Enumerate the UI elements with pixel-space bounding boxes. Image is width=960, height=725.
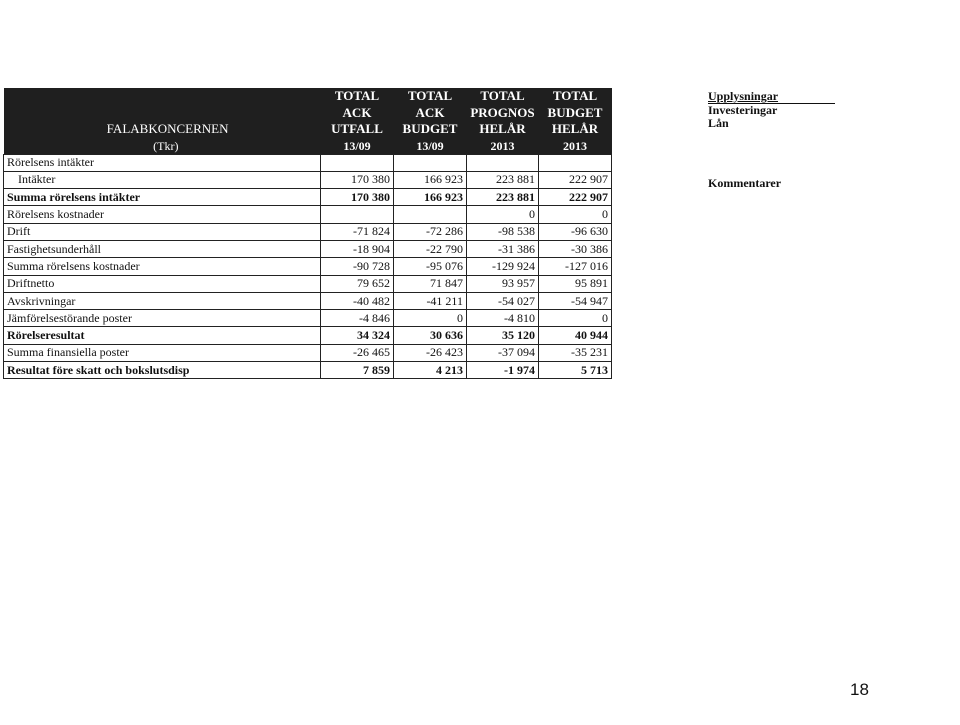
row-label: Drift (4, 223, 321, 240)
cell: 40 944 (539, 327, 612, 344)
table-row (4, 240, 612, 257)
cell: -129 924 (467, 258, 539, 275)
cell: -18 904 (321, 240, 394, 257)
row-label: Rörelsens intäkter (4, 154, 321, 171)
row-label: Rörelseresultat (4, 327, 321, 344)
cell: -41 211 (394, 292, 467, 309)
unit-label: (Tkr) (153, 138, 179, 153)
comments-heading: Kommentarer (708, 176, 782, 190)
col2-line2: ACK (415, 104, 445, 120)
col4-line3: HELÅR (551, 121, 599, 137)
cell: -30 386 (539, 240, 612, 257)
side-notes (708, 89, 835, 190)
cell: 0 (539, 310, 612, 327)
row-label: Intäkter (4, 171, 321, 188)
col1-line2: ACK (342, 104, 372, 120)
cell (394, 154, 467, 171)
cell: -54 027 (467, 292, 539, 309)
cell: 4 213 (394, 362, 467, 379)
cell: -4 810 (467, 310, 539, 327)
cell: 30 636 (394, 327, 467, 344)
cell: -96 630 (539, 223, 612, 240)
cell: 223 881 (467, 189, 539, 206)
cell: -31 386 (467, 240, 539, 257)
table-row (4, 189, 612, 206)
col2-line4: 13/09 (416, 138, 444, 153)
header-blank (4, 88, 321, 105)
cell: 71 847 (394, 275, 467, 292)
col3-line1: TOTAL (480, 88, 525, 104)
col3-line4: 2013 (490, 138, 515, 153)
table-row (4, 292, 612, 309)
col3-line2: PROGNOS (470, 104, 535, 120)
side-item-loans: Lån (708, 116, 729, 130)
col4-line2: BUDGET (547, 104, 603, 120)
cell: -98 538 (467, 223, 539, 240)
cell: -95 076 (394, 258, 467, 275)
row-label: Jämförelsestörande poster (4, 310, 321, 327)
side-item-investments: Investeringar (708, 103, 778, 117)
cell: 7 859 (321, 362, 394, 379)
cell: -22 790 (394, 240, 467, 257)
cell (539, 154, 612, 171)
cell (467, 154, 539, 171)
page-number: 18 (850, 680, 869, 699)
cell: 0 (467, 206, 539, 223)
table-row (4, 223, 612, 240)
cell: 170 380 (321, 171, 394, 188)
cell: -37 094 (467, 344, 539, 361)
side-heading: Upplysningar (708, 90, 835, 104)
row-label: Fastighetsunderhåll (4, 240, 321, 257)
cell (321, 154, 394, 171)
cell: -40 482 (321, 292, 394, 309)
col2-line3: BUDGET (402, 121, 458, 137)
cell: 166 923 (394, 189, 467, 206)
cell: -26 465 (321, 344, 394, 361)
cell: -1 974 (467, 362, 539, 379)
table-row (4, 275, 612, 292)
cell: 5 713 (539, 362, 612, 379)
col4-line4: 2013 (563, 138, 587, 153)
cell: 95 891 (539, 275, 612, 292)
cell (321, 206, 394, 223)
table-row (4, 258, 612, 275)
cell: -4 846 (321, 310, 394, 327)
col2-line1: TOTAL (407, 88, 453, 104)
cell: 222 907 (539, 189, 612, 206)
cell: 79 652 (321, 275, 394, 292)
cell: 35 120 (467, 327, 539, 344)
row-label: Summa rörelsens kostnader (4, 258, 321, 275)
table-row (4, 344, 612, 361)
report-title: FALABKONCERNEN (106, 121, 229, 137)
col1-line1: TOTAL (334, 88, 380, 104)
table-row (4, 154, 612, 171)
col4-line1: TOTAL (552, 88, 598, 104)
col1-line4: 13/09 (343, 138, 371, 153)
cell: 223 881 (467, 171, 539, 188)
cell: -26 423 (394, 344, 467, 361)
row-label: Resultat före skatt och bokslutsdisp (4, 362, 321, 379)
table-header (4, 88, 612, 154)
row-label: Summa rörelsens intäkter (4, 189, 321, 206)
cell (394, 206, 467, 223)
cell: -72 286 (394, 223, 467, 240)
table-row (4, 362, 612, 379)
col3-line3: HELÅR (479, 121, 526, 137)
header-blank (4, 105, 321, 122)
table-row (4, 310, 612, 327)
table-row (4, 171, 612, 188)
cell: -35 231 (539, 344, 612, 361)
cell: 34 324 (321, 327, 394, 344)
cell: 0 (539, 206, 612, 223)
cell: 0 (394, 310, 467, 327)
row-label: Summa finansiella poster (4, 344, 321, 361)
cell: 93 957 (467, 275, 539, 292)
col1-line3: UTFALL (331, 121, 383, 137)
table-row (4, 206, 612, 223)
row-label: Rörelsens kostnader (4, 206, 321, 223)
cell: -127 016 (539, 258, 612, 275)
income-statement-table (3, 88, 612, 379)
cell: -90 728 (321, 258, 394, 275)
cell: 166 923 (394, 171, 467, 188)
cell: 222 907 (539, 171, 612, 188)
row-label: Driftnetto (4, 275, 321, 292)
cell: 170 380 (321, 189, 394, 206)
table-row (4, 327, 612, 344)
cell: -54 947 (539, 292, 612, 309)
row-label: Avskrivningar (4, 292, 321, 309)
cell: -71 824 (321, 223, 394, 240)
